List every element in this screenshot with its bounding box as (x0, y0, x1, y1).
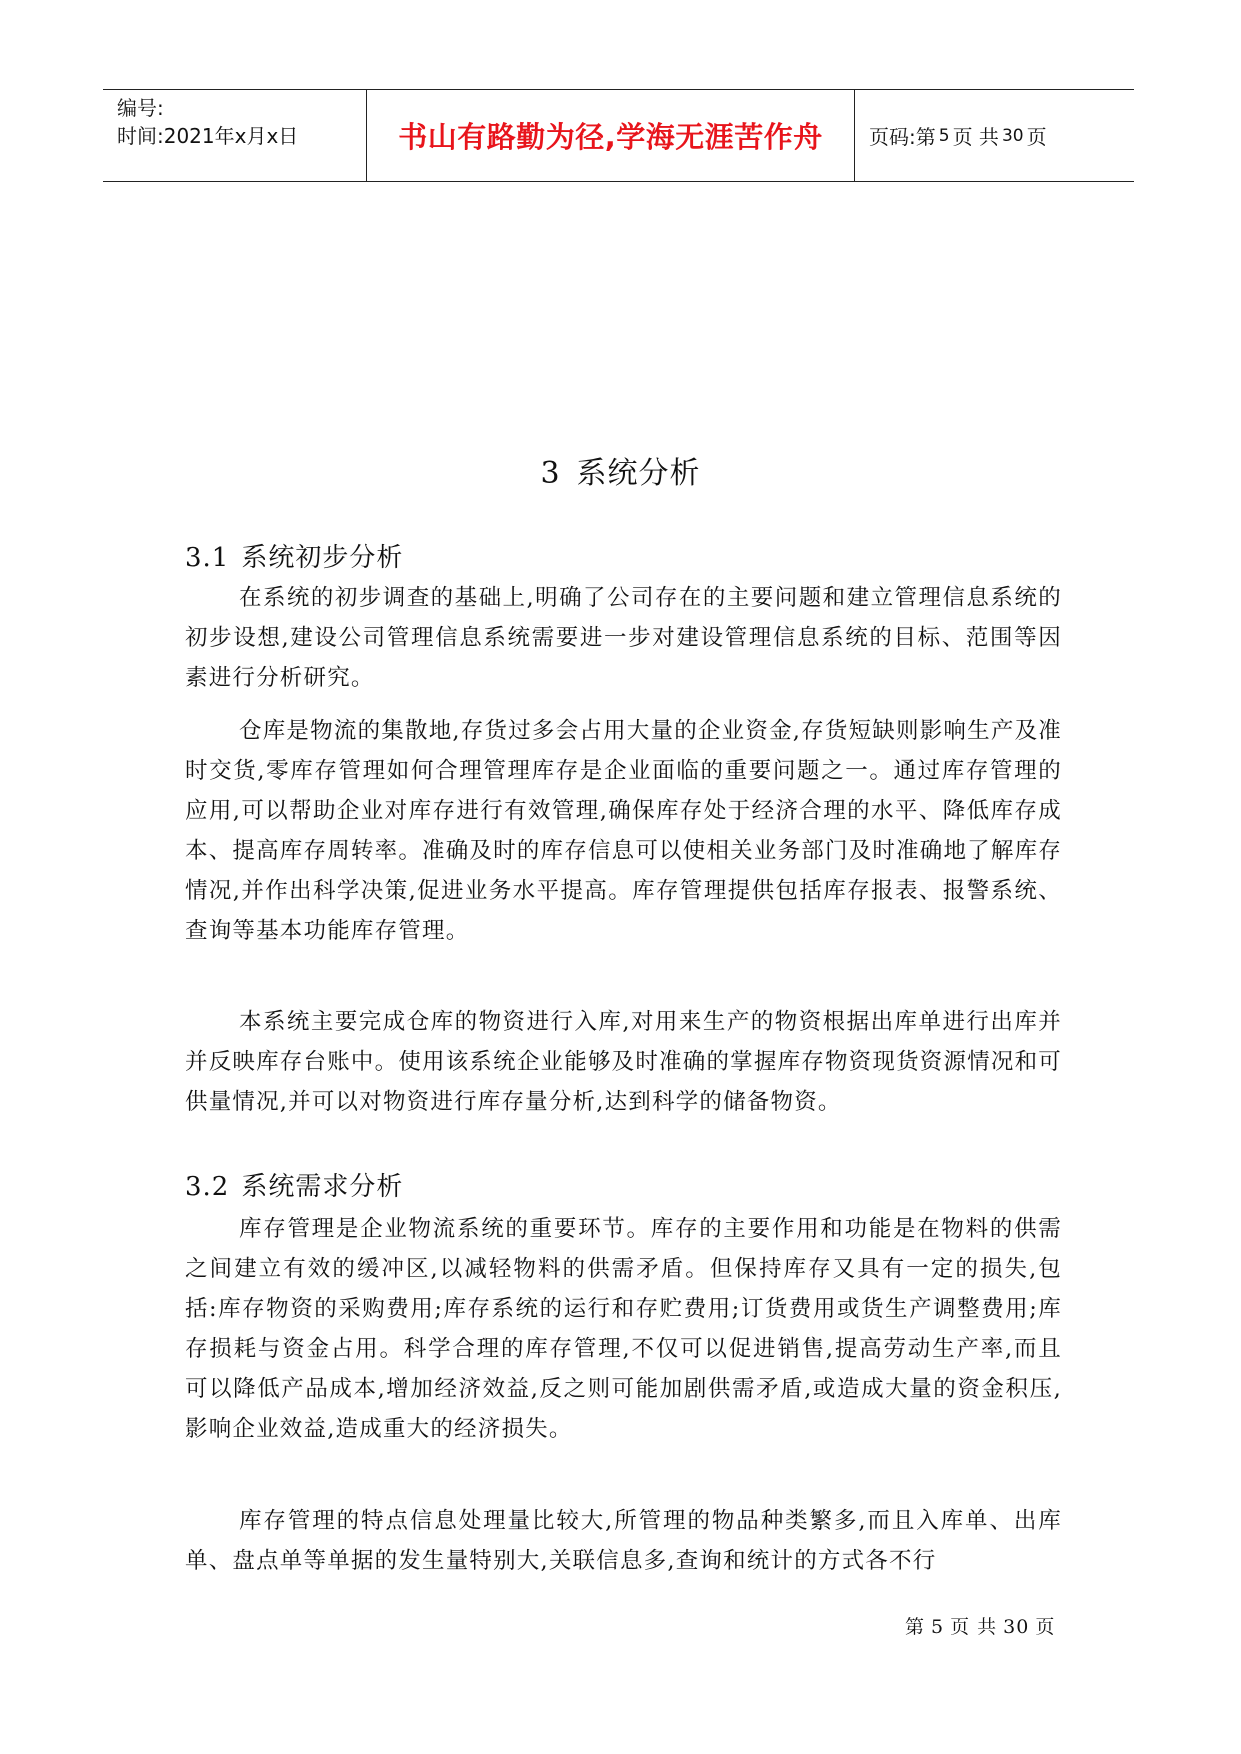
chapter-title (0, 448, 1241, 492)
page-footer (905, 1612, 1061, 1639)
section-title-text: 系统需求分析 (241, 1172, 404, 1202)
chapter-title-text: 系统分析 (576, 456, 701, 491)
header-page-number: 5 (938, 125, 950, 146)
footer-suffix: 页 (1035, 1616, 1056, 1638)
footer-prefix: 第 (905, 1616, 926, 1638)
paragraph: 库存管理的特点信息处理量比较大,所管理的物品种类繁多,而且入库单、出库单、盘点单等单据的发生量特别大,关联信息多,查询和统计的方式各不行 (185, 1508, 1062, 1574)
section-number: 3.1 (185, 543, 230, 573)
header-page-suffix: 页 (1026, 125, 1047, 149)
paragraph: 库存管理是企业物流系统的重要环节。库存的主要作用和功能是在物料的供需之间建立有效的缓冲区,以减轻物料的供需矛盾。但保持库存又具有一定的损失,包括:库存物资的采购费用;库存系统的运行和存贮费用;订货费用或货生产调整费用;库存损耗与资金占用。科学合理的库存管理,不仅可以促进销售,提高劳动生产率,而且可以降低产品成本,增加经济效益,反之则可能加剧供需矛盾,或造成大量的资金积压,影响企业效益,造成重大的经济损失。 (185, 1216, 1062, 1442)
section-heading (185, 537, 403, 574)
page-header (103, 89, 1134, 182)
header-page-prefix: 页码:第 (869, 125, 936, 149)
header-page-total: 30 (1001, 125, 1024, 146)
paragraph: 本系统主要完成仓库的物资进行入库,对用来生产的物资根据出库单进行出库并并反映库存台账中。使用该系统企业能够及时准确的掌握库存物资现货资源情况和可供量情况,并可以对物资进行库存量分析,达到科学的储备物资。 (185, 1009, 1062, 1115)
header-page-middle: 页 共 (952, 125, 999, 149)
footer-page-number: 5 (931, 1616, 945, 1638)
paragraph: 在系统的初步调查的基础上,明确了公司存在的主要问题和建立管理信息系统的初步设想,建设公司管理信息系统需要进一步对建设管理信息系统的目标、范围等因素进行分析研究。 (185, 585, 1062, 691)
footer-page-total: 30 (1003, 1616, 1030, 1638)
section-number: 3.2 (185, 1172, 230, 1202)
chapter-number: 3 (540, 456, 561, 491)
header-page-cell (855, 90, 1134, 181)
serial-number-label: 编号: (117, 96, 164, 120)
paragraph: 仓库是物流的集散地,存货过多会占用大量的企业资金,存货短缺则影响生产及准时交货,零库存管理如何合理管理库存是企业面临的重要问题之一。通过库存管理的应用,可以帮助企业对库存进行有效管理,确保库存处于经济合理的水平、降低库存成本、提高库存周转率。准确及时的库存信息可以使相关业务部门及时准确地了解库存情况,并作出科学决策,促进业务水平提高。库存管理提供包括库存报表、报警系统、查询等基本功能库存管理。 (185, 718, 1062, 944)
header-meta-cell (103, 90, 367, 181)
motto-text: 书山有路勤为径,学海无涯苦作舟 (398, 120, 823, 154)
section-heading (185, 1166, 403, 1203)
footer-middle: 页 共 (950, 1616, 998, 1638)
header-motto-cell (367, 90, 855, 181)
date-label: 时间:2021年x月x日 (117, 124, 299, 148)
section-title-text: 系统初步分析 (241, 543, 404, 573)
